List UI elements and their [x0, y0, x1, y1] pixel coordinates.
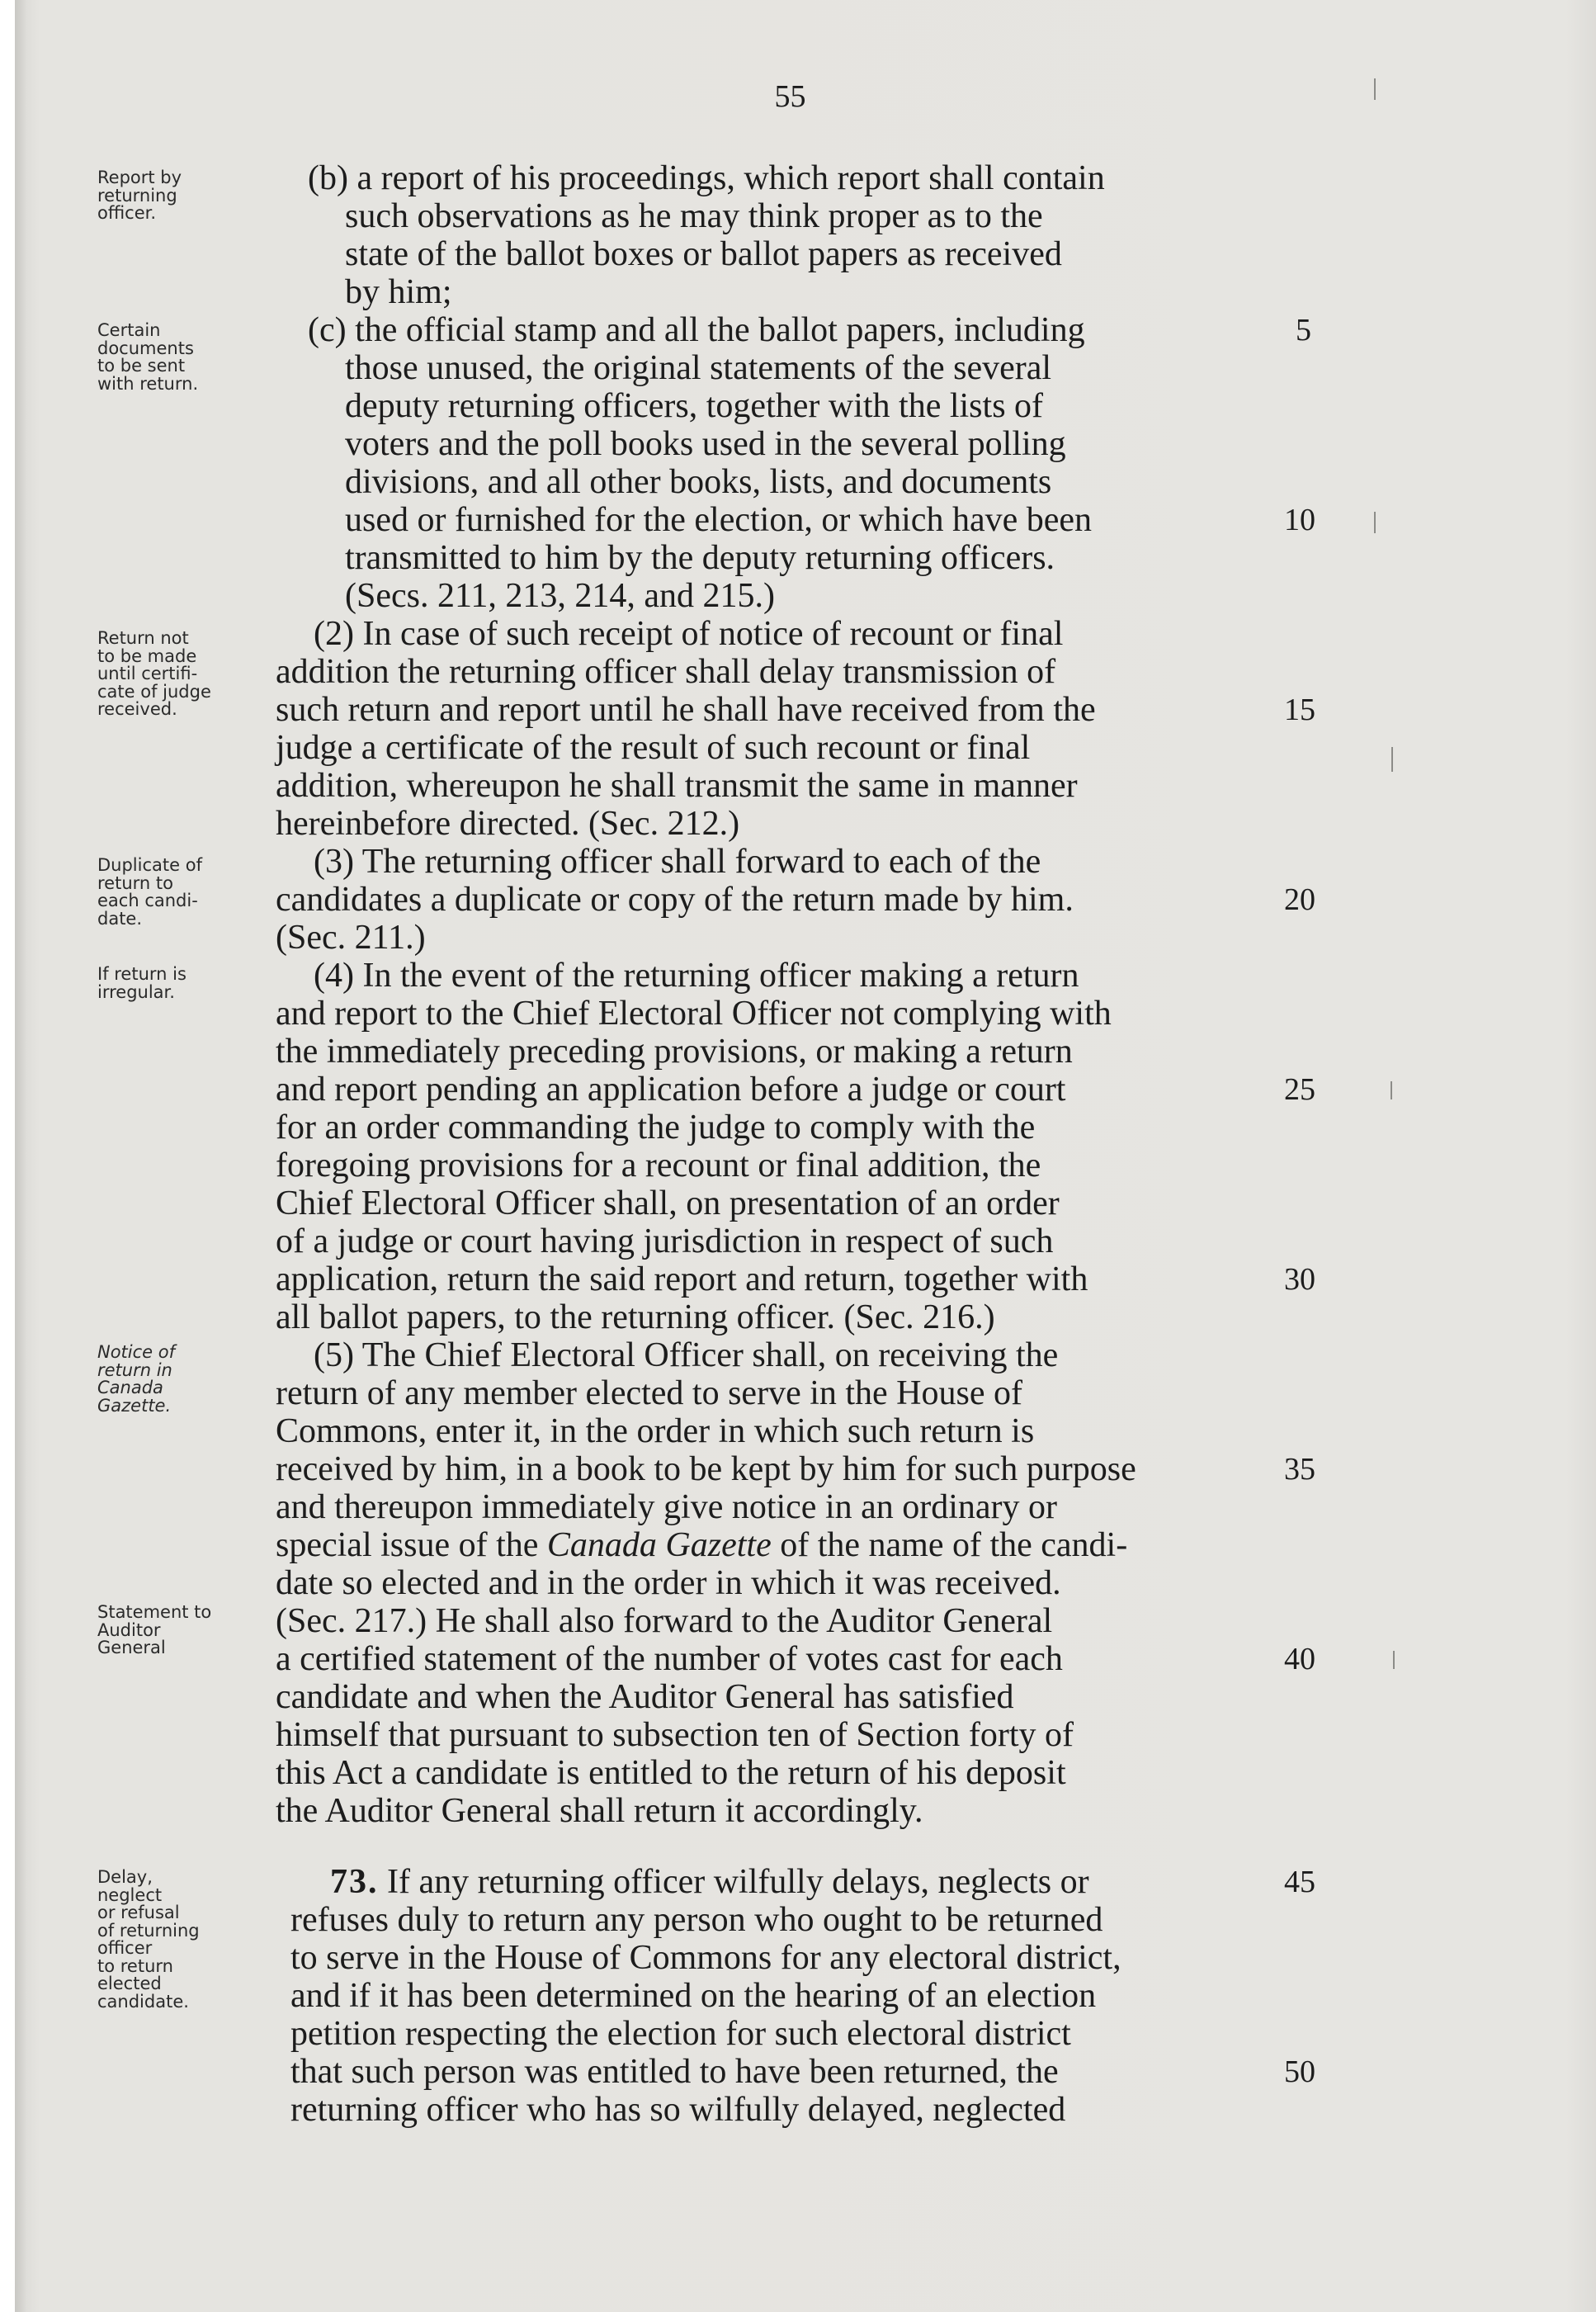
- text-line: candidates a duplicate or copy of the return made by him.: [276, 881, 1074, 919]
- text-line: by him;: [345, 273, 452, 311]
- text-line: (c) the official stamp and all the ballot papers, including: [308, 311, 1085, 349]
- edge-mark: [1391, 1081, 1392, 1099]
- line-number: 5: [1296, 313, 1311, 348]
- line-number: 20: [1284, 882, 1315, 917]
- text-line: and report pending an application before a judge or court: [276, 1071, 1066, 1109]
- text-line: to serve in the House of Commons for any electoral district,: [290, 1939, 1121, 1977]
- text-line: voters and the poll books used in the several polling: [345, 425, 1066, 463]
- text-line: such observations as he may think proper as to the: [345, 197, 1043, 235]
- text-line: addition, whereupon he shall transmit the same in manner: [276, 767, 1078, 805]
- margin-note-delay-neglect-refusal: Delay, neglect or refusal of returning officer to return elected candidate.: [97, 1867, 200, 2012]
- text-line: of a judge or court having jurisdiction in respect of such: [276, 1222, 1054, 1260]
- text-line: the Auditor General shall return it accordingly.: [276, 1792, 923, 1830]
- line-number: 15: [1284, 693, 1315, 727]
- text-segment: special issue of the: [276, 1526, 547, 1564]
- text-line: Chief Electoral Officer shall, on presentation of an order: [276, 1184, 1060, 1222]
- text-line: himself that pursuant to subsection ten of Section forty of: [276, 1716, 1074, 1754]
- text-segment: of the name of the candi-: [771, 1526, 1128, 1564]
- text-line: all ballot papers, to the returning officer. (Sec. 216.): [276, 1298, 995, 1336]
- margin-note-duplicate-of-return: Duplicate of return to each candi- date.: [97, 855, 202, 929]
- text-line: and thereupon immediately give notice in an ordinary or: [276, 1488, 1058, 1526]
- line-number: 40: [1284, 1642, 1315, 1676]
- line-number: 30: [1284, 1262, 1315, 1297]
- text-line: (Sec. 217.) He shall also forward to the Auditor General: [276, 1602, 1053, 1640]
- text-line: (5) The Chief Electoral Officer shall, on receiving the: [314, 1336, 1059, 1374]
- text-line: that such person was entitled to have been returned, the: [290, 2053, 1059, 2091]
- text-line: state of the ballot boxes or ballot papers as received: [345, 235, 1062, 273]
- section-number: 73.: [330, 1863, 379, 1901]
- margin-note-if-return-irregular: If return is irregular.: [97, 964, 187, 1002]
- text-line: for an order commanding the judge to comply with the: [276, 1109, 1036, 1147]
- text-line: hereinbefore directed. (Sec. 212.): [276, 805, 740, 843]
- text-line: a certified statement of the number of votes cast for each: [276, 1640, 1063, 1678]
- text-line: divisions, and all other books, lists, and documents: [345, 463, 1052, 501]
- edge-mark: [1393, 1651, 1395, 1669]
- text-line-with-italic: [276, 1525, 1127, 1565]
- edge-mark: [1374, 512, 1376, 533]
- text-line: and if it has been determined on the hearing of an election: [290, 1977, 1097, 2015]
- text-line: candidate and when the Auditor General has satisfied: [276, 1678, 1014, 1716]
- text-line: application, return the said report and return, together with: [276, 1260, 1088, 1298]
- text-line: this Act a candidate is entitled to the return of his deposit: [276, 1754, 1066, 1792]
- margin-note-statement-to-auditor: Statement to Auditor General: [97, 1602, 212, 1657]
- margin-note-return-not-made: Return not to be made until certifi- cate of judge received.: [97, 628, 211, 719]
- text-line: deputy returning officers, together with the lists of: [345, 387, 1044, 425]
- text-line: received by him, in a book to be kept by him for such purpose: [276, 1450, 1136, 1488]
- text-line: addition the returning officer shall delay transmission of: [276, 653, 1056, 691]
- line-number: 45: [1284, 1865, 1315, 1899]
- canada-gazette-italic: Canada Gazette: [546, 1526, 772, 1564]
- line-number: 10: [1284, 503, 1315, 537]
- section-73-first-line: [330, 1862, 1089, 1902]
- text-line: (2) In case of such receipt of notice of recount or final: [314, 615, 1064, 653]
- text-line: (Sec. 211.): [276, 919, 426, 957]
- edge-mark: [1374, 78, 1376, 100]
- text-line: Commons, enter it, in the order in which such return is: [276, 1412, 1035, 1450]
- text-segment: If any returning officer wilfully delays, neglects or: [378, 1863, 1089, 1901]
- text-line: judge a certificate of the result of such recount or final: [276, 729, 1031, 767]
- margin-note-report-by-returning-officer: Report by returning officer.: [97, 168, 182, 223]
- text-line: refuses duly to return any person who ought to be returned: [290, 1901, 1103, 1939]
- text-line: (Secs. 211, 213, 214, and 215.): [345, 577, 776, 615]
- text-line: such return and report until he shall have received from the: [276, 691, 1096, 729]
- text-line: and report to the Chief Electoral Officer not complying with: [276, 995, 1112, 1033]
- spine-shadow: [15, 0, 26, 2312]
- page-number: 55: [774, 79, 806, 114]
- text-line: (4) In the event of the returning officer making a return: [314, 957, 1079, 995]
- line-number: 25: [1284, 1072, 1315, 1107]
- text-line: (b) a report of his proceedings, which report shall contain: [308, 159, 1105, 197]
- text-line: the immediately preceding provisions, or making a return: [276, 1033, 1073, 1071]
- line-number: 35: [1284, 1452, 1315, 1487]
- book-spine-edge: [0, 0, 15, 2312]
- line-number: 50: [1284, 2054, 1315, 2089]
- text-line: used or furnished for the election, or which have been: [345, 501, 1093, 539]
- text-line: (3) The returning officer shall forward to each of the: [314, 843, 1041, 881]
- margin-note-certain-documents: Certain documents to be sent with return.: [97, 320, 199, 394]
- edge-mark: [1391, 747, 1393, 772]
- text-line: transmitted to him by the deputy returning officers.: [345, 539, 1055, 577]
- text-line: return of any member elected to serve in the House of: [276, 1374, 1022, 1412]
- text-line: date so elected and in the order in which it was received.: [276, 1564, 1061, 1602]
- margin-note-notice-in-gazette: Notice of return in Canada Gazette.: [97, 1342, 176, 1416]
- text-line: those unused, the original statements of the several: [345, 349, 1052, 387]
- text-line: foregoing provisions for a recount or final addition, the: [276, 1147, 1041, 1184]
- text-line: returning officer who has so wilfully delayed, neglected: [290, 2091, 1066, 2129]
- text-line: petition respecting the election for such electoral district: [290, 2015, 1071, 2053]
